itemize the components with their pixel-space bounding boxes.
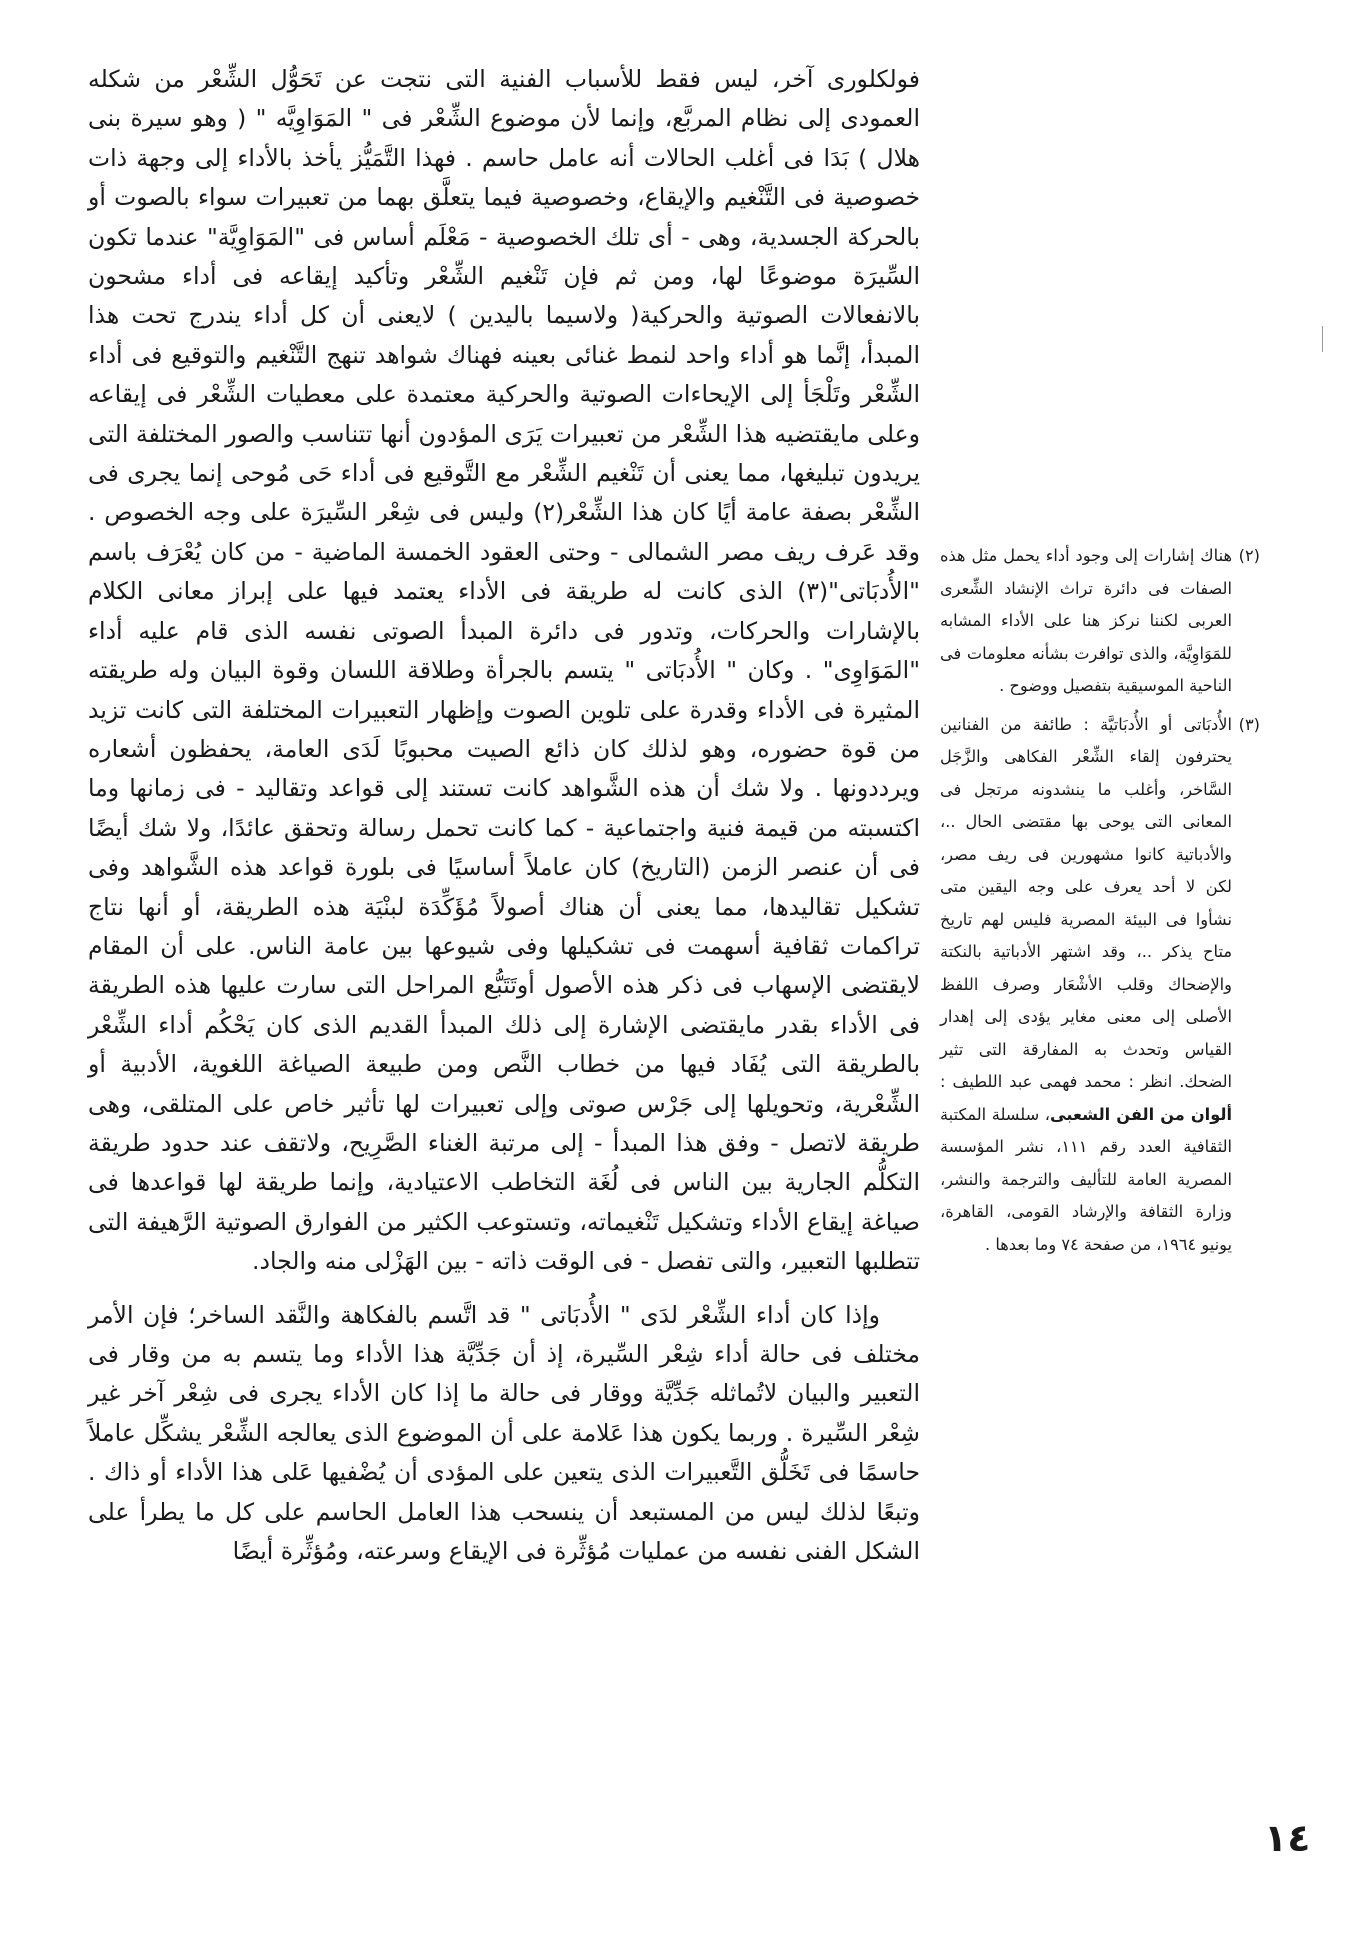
footnote-text: هناك إشارات إلى وجود أداء يحمل مثل هذه الصفات فى دائرة تراث الإنشاد الشِّعرى العربى لكننا نركز هنا على الأداء المشابه للمَوَاوِيَّة، والذى توافرت بشأنه معلومات فى الناحية الموسيقية بتفصيل ووضوح . xyxy=(940,546,1232,695)
body-paragraph: فولكلورى آخر، ليس فقط للأسباب الفنية التى نتجت عن تَحَوُّل الشِّعْر من شكله العمودى إلى نظام المربَّع، وإنما لأن موضوع الشِّعْر فى " المَوَاوِيَّه " ( وهو سيرة بنى هلال ) بَدَا فى أغلب الحالات أنه عامل حاسم . فهذا التَّمَيُّز يأخذ بالأداء إلى وجهة ذات خصوصية فى التَّنْغيم والإيقاع، وخصوصية فيما يتعلَّق بهما من تعبيرات سواء بالصوت أو بالحركة الجسدية، وهى - أى تلك الخصوصية - مَعْلَم أساس فى "المَوَاوِيَّة" عندما تكون السِّيرَة موضوعًا لها، ومن ثم فإن تَنْغيم الشِّعْر وتأكيد إيقاعه فى أداء مشحون بالانفعالات الصوتية والحركية( ولاسيما باليدين ) لايعنى أن كل أداء يندرج تحت هذا المبدأ، إنَّما هو أداء واحد لنمط غنائى بعينه فهناك شواهد تنهج التَّنْغيم والتوقيع فى أداء الشِّعْر وتَلْجَأ إلى الإيحاءات الصوتية والحركية معتمدة على معطيات الشِّعْر فى إيقاعه وعلى مايقتضيه هذا الشِّعْر من تعبيرات يَرَى المؤدون أنها تتناسب والصور المختلفة التى يريدون تبليغها، مما يعنى أن تَنْغيم الشِّعْر مع التَّوقيع فى أداء حَى مُوحى إنما يجرى فى الشِّعْر بصفة عامة أيًا كان هذا الشِّعْر(٢) وليس فى شِعْر السِّيرَة على وجه الخصوص . وقد عَرف ريف مصر الشمالى - وحتى العقود الخمسة الماضية - من كان يُعْرَف باسم "الأُدبَاتى"(٣) الذى كانت له طريقة فى الأداء يعتمد فيها على إبراز معانى الكلام بالإشارات والحركات، وتدور فى دائرة المبدأ الصوتى نفسه الذى قام عليه أداء "المَوَاوِى" . وكان " الأُدبَاتى " يتسم بالجرأة وطلاقة اللسان وقوة البيان وله طريقته المثيرة فى الأداء وقدرة على تلوين الصوت وإظهار التعبيرات المختلفة التى كانت تزيد من قوة حضوره، وهو لذلك كان ذائع الصيت محبوبًا لَدَى العامة، يحفظون أشعاره ويرددونها . ولا شك أن هذه الشَّواهد كانت تستند إلى قواعد وتقاليد - فى زمانها وما اكتسبته من قيمة فنية واجتماعية - كما كانت تحمل رسالة وتحقق عائدًا، ولا شك أيضًا فى أن عنصر الزمن (التاريخ) كان عاملاً أساسيًا فى بلورة قواعد هذه الشَّواهد وفى تشكيل تقاليدها، مما يعنى أن هناك أصولاً مُؤَكِّدَة لبنْيَة هذه الطريقة، أو أنها نتاج تراكمات ثقافية أسهمت فى تشكيلها وفى شيوعها بين عامة الناس. على أن المقام لايقتضى الإسهاب فى ذكر هذه الأصول أوتَتَبُّع المراحل التى سارت عليها هذه الطريقة فى الأداء بقدر مايقتضى الإشارة إلى ذلك المبدأ القديم الذى كان يَحْكُم أداء الشِّعْر بالطريقة التى يُفَاد فيها من خطاب النَّص ومن طبيعة الصياغة اللغوية، الأدبية أو الشِّعْرية، وتحويلها إلى جَرْس صوتى وإلى تعبيرات لها تأثير خاص على المتلقى، وهى طريقة لاتصل - وفق هذا المبدأ - إلى مرتبة الغناء الصَّرِيح، ولاتقف عند حدود طريقة التكلُّم الجارية بين الناس فى لُغَة التخاطب الاعتيادية، وإنما طريقة لها قواعدها فى صياغة إيقاع الأداء وتشكيل تَنْغيماته، وتستوعب الكثير من الفوارق الصوتية الرَّهيفة التى تتطلبها التعبير، والتى تفصل - فى الوقت ذاته - بين الهَزْلى منه والجاد. xyxy=(88,65,920,1276)
footnote-2 xyxy=(940,540,1260,703)
cited-book-title: ألوان من الفن الشعبى xyxy=(1049,1104,1233,1124)
footnote-text: الأُدبَاتى أو الأُدبَاتيَّة : طائفة من الفنانين يحترفون إلقاء الشِّعْر الفكاهى والزَّجَل السَّاخر، وأغلب ما ينشدونه مرتجل فى المعانى التى يوحى بها مقتضى الحال ..، والأدباتية كانوا مشهورين فى ريف مصر، لكن لا أحد يعرف على وجه اليقين متى نشأوا فى البيئة المصرية فليس لهم تاريخ متاح يذكر ..، وقد اشتهر الأدباتية بالنكتة والإضحاك وقلب الأشْعَار وصرف اللفظ الأصلى إلى معنى مغاير يؤدى إلى إهدار القياس وتحدث به المفارقة التى تثير الضحك. انظر : محمد فهمى عبد اللطيف : xyxy=(940,714,1232,1091)
footnote-marker: (٣) xyxy=(1238,714,1260,734)
main-text-column xyxy=(88,60,920,1571)
page-number: ١٤ xyxy=(1264,1816,1311,1860)
body-paragraph: وإذا كان أداء الشِّعْر لدَى " الأُدبَاتى " قد اتَّسم بالفكاهة والنَّقد الساخر؛ فإن الأمر مختلف فى حالة أداء شِعْر السِّيرة، إذ أن جَدِّيَّة هذا الأداء وما يتسم به من وقار فى التعبير والبيان لاتُماثله جَدِّيَّة ووقار فى حالة ما إذا كان الأداء يجرى فى شِعْر آخر غير شِعْر السِّيرة . وربما يكون هذا عَلامة على أن الموضوع الذى يعالجه الشِّعْر يشكِّل عاملاً حاسمًا فى تَخَلُّق التَّعبيرات الذى يتعين على المؤدى أن يُضْفيها عَلى هذا الأداء أو ذاك . وتبعًا لذلك ليس من المستبعد أن ينسحب هذا العامل الحاسم على كل ما يطرأ على الشكل الفنى نفسه من عمليات مُؤثِّرة فى الإيقاع وسرعته، ومُؤثِّرة أيضًا xyxy=(88,1300,920,1566)
footnote-3 xyxy=(940,709,1260,1262)
margin-pen-mark xyxy=(1322,326,1323,352)
footnote-marker: (٢) xyxy=(1238,546,1260,565)
footnotes-column xyxy=(940,540,1260,1267)
footnote-text-continued: ، سلسلة المكتبة الثقافية العدد رقم ١١١، نشر المؤسسة المصرية العامة للتأليف والترجمة والنشر، وزارة الثقافة والإرشاد القومى، القاهرة، يونيو ١٩٦٤، من صفحة ٧٤ وما بعدها . xyxy=(940,1104,1232,1254)
